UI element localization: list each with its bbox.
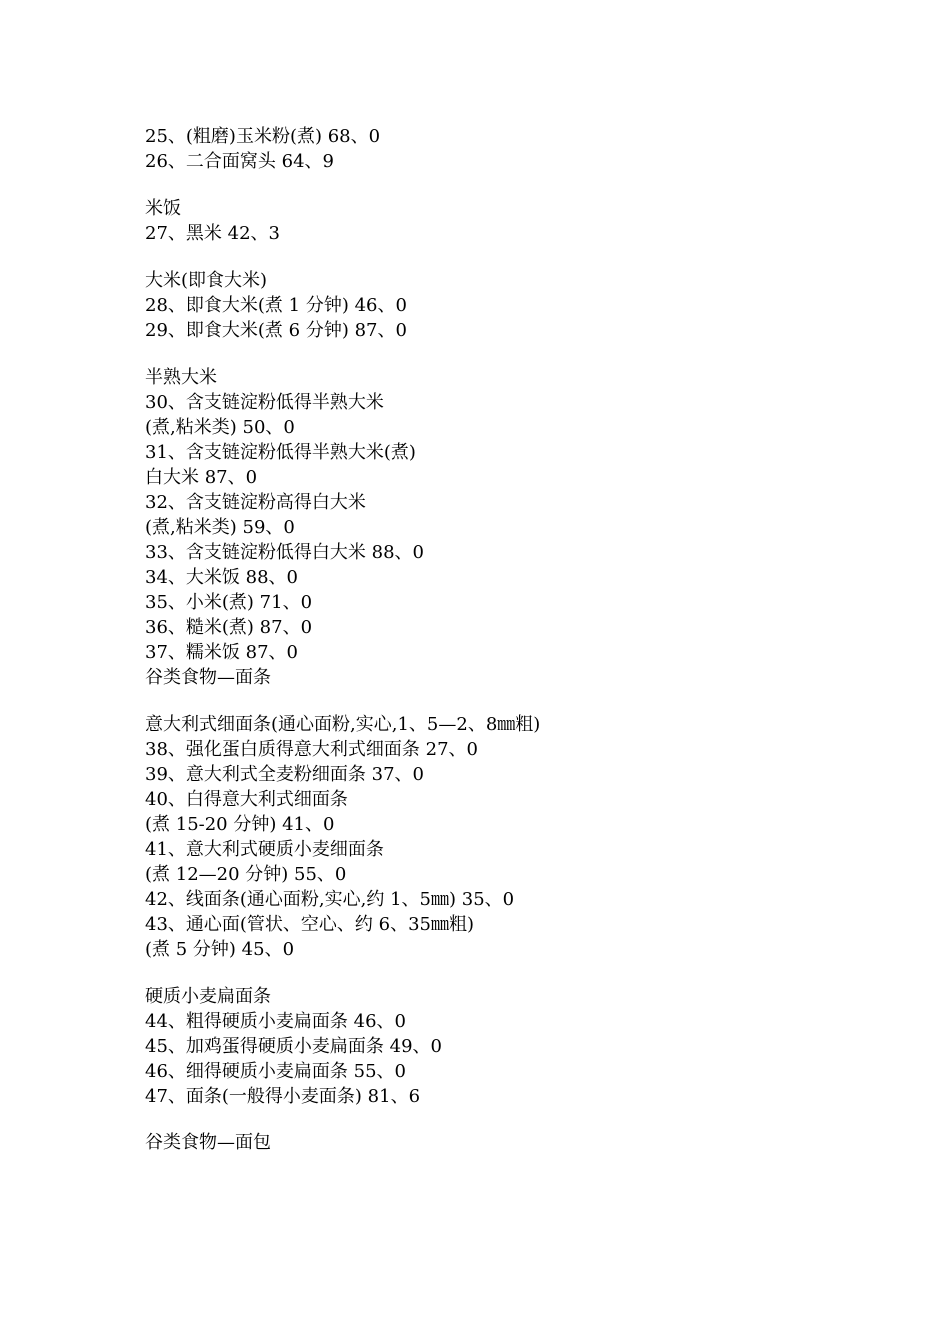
text-line: 30、含支链淀粉低得半熟大米 bbox=[145, 392, 384, 413]
text-line: 31、含支链淀粉低得半熟大米(煮) bbox=[145, 442, 416, 463]
text-line: 47、面条(一般得小麦面条) 81、6 bbox=[145, 1086, 421, 1107]
section-heading: 硬质小麦扁面条 bbox=[145, 986, 271, 1007]
text-line: 38、强化蛋白质得意大利式细面条 27、0 bbox=[145, 739, 478, 760]
text-line: 29、即食大米(煮 6 分钟) 87、0 bbox=[145, 320, 407, 341]
text-line: (煮,粘米类) 59、0 bbox=[145, 517, 295, 538]
text-line: 41、意大利式硬质小麦细面条 bbox=[145, 839, 384, 860]
section-heading: 米饭 bbox=[145, 198, 181, 219]
text-line: 白大米 87、0 bbox=[145, 467, 258, 488]
text-line: 44、粗得硬质小麦扁面条 46、0 bbox=[145, 1011, 406, 1032]
text-line: 27、黑米 42、3 bbox=[145, 223, 280, 244]
text-line: 43、通心面(管状、空心、约 6、35㎜粗) bbox=[145, 914, 475, 935]
text-line: 28、即食大米(煮 1 分钟) 46、0 bbox=[145, 295, 407, 316]
text-line: 36、糙米(煮) 87、0 bbox=[145, 617, 313, 638]
section-heading: 大米(即食大米) bbox=[145, 270, 268, 291]
section-heading: 谷类食物—面条 bbox=[145, 667, 271, 688]
section-heading: 半熟大米 bbox=[145, 367, 217, 388]
text-line: 45、加鸡蛋得硬质小麦扁面条 49、0 bbox=[145, 1036, 442, 1057]
text-line: (煮 12—20 分钟) 55、0 bbox=[145, 864, 347, 885]
text-line: (煮 15-20 分钟) 41、0 bbox=[145, 814, 335, 835]
section-heading: 谷类食物—面包 bbox=[145, 1132, 271, 1153]
text-line: 34、大米饭 88、0 bbox=[145, 567, 298, 588]
text-line: (煮,粘米类) 50、0 bbox=[145, 417, 295, 438]
text-line: 35、小米(煮) 71、0 bbox=[145, 592, 313, 613]
text-line: 32、含支链淀粉高得白大米 bbox=[145, 492, 366, 513]
text-line: 33、含支链淀粉低得白大米 88、0 bbox=[145, 542, 424, 563]
text-line: 25、(粗磨)玉米粉(煮) 68、0 bbox=[145, 126, 381, 147]
text-line: 39、意大利式全麦粉细面条 37、0 bbox=[145, 764, 424, 785]
text-line: 40、白得意大利式细面条 bbox=[145, 789, 348, 810]
text-line: 37、糯米饭 87、0 bbox=[145, 642, 298, 663]
section-heading: 意大利式细面条(通心面粉,实心,1、5—2、8㎜粗) bbox=[145, 714, 541, 735]
text-line: (煮 5 分钟) 45、0 bbox=[145, 939, 295, 960]
text-line: 46、细得硬质小麦扁面条 55、0 bbox=[145, 1061, 406, 1082]
text-line: 26、二合面窝头 64、9 bbox=[145, 151, 334, 172]
text-line: 42、线面条(通心面粉,实心,约 1、5㎜) 35、0 bbox=[145, 889, 515, 910]
